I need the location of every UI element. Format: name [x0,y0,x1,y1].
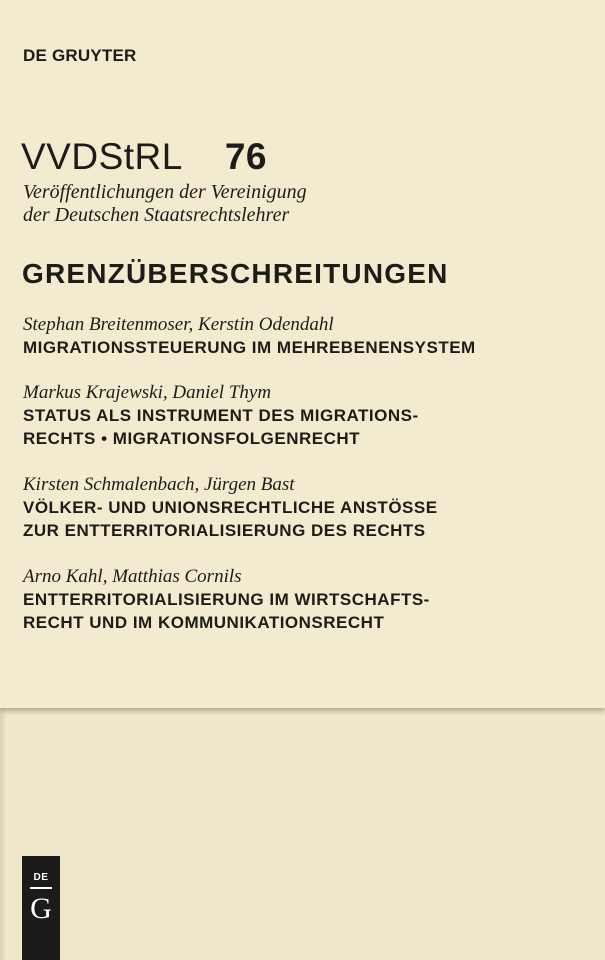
contribution-entry-1 [23,314,593,359]
series-subtitle-line-1: Veröffentlichungen der Vereinigung [23,181,307,203]
contribution-entry-2 [23,382,593,450]
entry-topic-line-1: MIGRATIONSSTEUERUNG IM MEHREBENENSYSTEM [23,338,476,357]
entry-authors: Arno Kahl, Matthias Cornils [23,566,242,587]
contribution-entry-4 [23,566,593,634]
entry-authors: Stephan Breitenmoser, Kerstin Odendahl [23,314,334,335]
contribution-entry-3 [23,474,593,542]
entry-topic-line-2: RECHTS • MIGRATIONSFOLGENRECHT [23,429,361,448]
publisher-name: DE GRUYTER [23,46,137,65]
logo-divider [30,887,52,889]
series-subtitle [23,181,443,227]
series-heading [21,136,267,178]
series-abbreviation: VVDStRL [21,136,183,177]
entry-topic-line-1: ENTTERRITORIALISIERUNG IM WIRTSCHAFTS- [23,590,430,609]
logo-g-letter: G [30,892,52,925]
entry-topic-line-1: STATUS ALS INSTRUMENT DES MIGRATIONS- [23,406,419,425]
entry-authors: Markus Krajewski, Daniel Thym [23,382,272,403]
entry-topic-line-2: RECHT UND IM KOMMUNIKATIONSRECHT [23,613,385,632]
entry-topic-line-1: VÖLKER- UND UNIONSRECHTLICHE ANSTÖSSE [23,498,438,517]
series-subtitle-line-2: der Deutschen Staatsrechtslehrer [23,204,290,226]
book-title: GRENZÜBERSCHREITUNGEN [22,258,449,289]
entry-topic-line-2: ZUR ENTTERRITORIALISIERUNG DES RECHTS [23,521,426,540]
entry-authors: Kirsten Schmalenbach, Jürgen Bast [23,474,295,495]
de-gruyter-logo [22,856,60,960]
logo-de-text: DE [33,872,49,883]
volume-number: 76 [224,136,267,177]
